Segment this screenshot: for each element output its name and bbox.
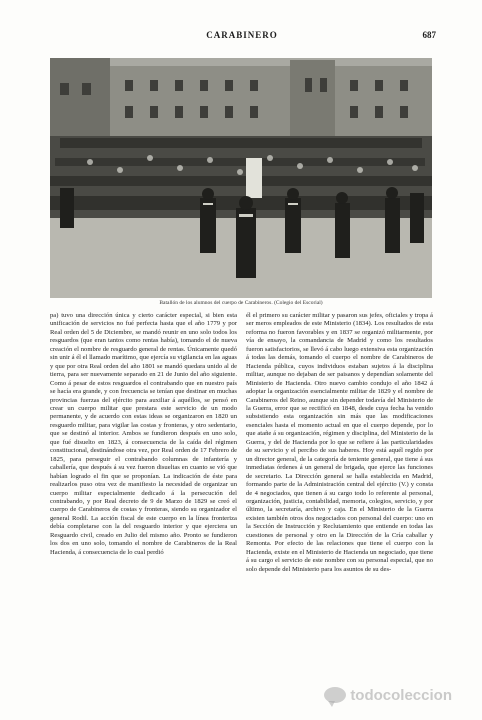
watermark-text: todocoleccion bbox=[350, 686, 452, 704]
left-column-paragraph: pa) tuvo una dirección única y cierto carácter especial, si bien esta unificación de servicios no fué perfecta hasta que el año 1779 y por Real orden del 5 de Diciembre, se mandó reunir en uno solo todos los resguardos (que eran tantos como rentas había), tomando el de nueva creación el nombre de resguardo general de rentas. Únicamente quedó sin unir á él el llamado marítimo, que ejercía su vigilancia en las aguas y que por otra Real orden del año 1801 se mandó quedara unido al de tierra, para ser nuevamente separado en 21 de Junio del año siguiente. Como á pesar de estos resguardos el contrabando que en nuestro país se hacía era grande, y con frecuencia se tenían que destinar en muchas provincias fuerzas del ejército para auxiliar á aquéllos, se pensó en crear un cuerpo militar que prestara este servicio de un modo permanente, y de acuerdo con estas ideas se organizaron en 1820 un resguardo militar, para vigilar las costas y fronteras, y otro sedentario, que se destinó al interior. Ambos se fundieron después en uno solo, que fué disuelto en 1823, á consecuencia de la caída del régimen constitucional, destinándose otra vez, por Real orden de 17 Febrero de 1825, para perseguir el contrabando columnas de infantería y caballería, que después á su vez fueron disueltas en cuanto se vió que habían logrado el fin que se proponían. La indicación de éste para realizarlos puso otra vez de manifiesto la necesidad de organizar un cuerpo militar especialmente dedicado á la persecución del contrabando, y por Real decreto de 9 de Marzo de 1829 se creó el cuerpo de Carabineros de costas y fronteras, siendo su organizador el general Rodil. La acción fiscal de este cuerpo en la línea fronteriza debía completarse con la del resguardo interior y que ejerciera un Resguardo civil, creado en Julio del mismo año. Pronto se fundieron los dos en uno solo, tomando el nombre de Carabineros de la Real Hacienda, á consecuencia de lo cual perdió bbox=[50, 312, 237, 556]
right-column-paragraph: él el primero su carácter militar y pasaron sus jefes, oficiales y tropa á ser meros empleados de este Ministerio (1834). Los resultados de esta reforma no fueron favorables y en 1837 se organizó militarmente, por vía de ensayo, la comandancia de Madrid y como los resultados fueron satisfactorios, se llevó á cabo luego extensiva esta organización á todas las demás, tomando el cuerpo el nombre de Carabineros de Hacienda pública, cuyos individuos estaban sujetos á la disciplina militar, aunque no dejaban de ser paisanos y dependían solamente del Ministerio de Hacienda. Otro nuevo cambio condujo el año 1842 á adoptar la organización esencialmente militar de 1829 y el nombre de Carabineros del Reino, aunque sin depender todavía del Ministerio de la Guerra, error que se rectificó en 1848, desde cuya fecha ha venido subsistiendo esta organización sin más que las modificaciones esenciales hasta el momento actual en que el cuerpo depende, por lo que atañe á su organización, régimen y disciplina, del Ministerio de la Guerra, y del de Hacienda por lo que se refiere á las particularidades de su servicio y el percibo de sus haberes. Hoy está aquél regido por un director general, de la categoría de teniente general, que tiene á sus inmediatas órdenes á un general de brigada, que ejerce las funciones de secretario. La Dirección general se halla establecida en Madrid, formando parte de la Administración central del ejército (V.) y consta de 4 negociados, que tienen á su cargo todo lo referente al personal, organización, justicia, contabilidad, memoria, colegios, servicio, y por último, la secretaría, archivo y caja. En el Ministerio de la Guerra existen también otros dos negociados con personal del cuerpo: uno en la Sección de Instrucción y Reclutamiento que entiende en todas las cuestiones de personal y otro en la Dirección de la Cría caballar y Remonta. Por efecto de las relaciones que tiene el cuerpo con la Hacienda, existe en el Ministerio de Hacienda un negociado, que tiene á su cargo el servicio de este nombre con su personal especial, que no solo depende del Ministerio para los asuntos de su des- bbox=[246, 312, 433, 573]
left-text-column bbox=[50, 312, 237, 557]
running-title: CARABINERO bbox=[206, 30, 278, 40]
battalion-photograph bbox=[50, 58, 432, 298]
figure-caption: Batallón de los alumnos del cuerpo de Carabineros. (Colegio del Escorial) bbox=[159, 300, 323, 306]
speech-bubble-icon bbox=[324, 687, 346, 703]
page-number: 687 bbox=[422, 30, 436, 40]
right-text-column bbox=[246, 312, 433, 574]
running-header bbox=[48, 30, 436, 44]
watermark bbox=[324, 686, 452, 704]
